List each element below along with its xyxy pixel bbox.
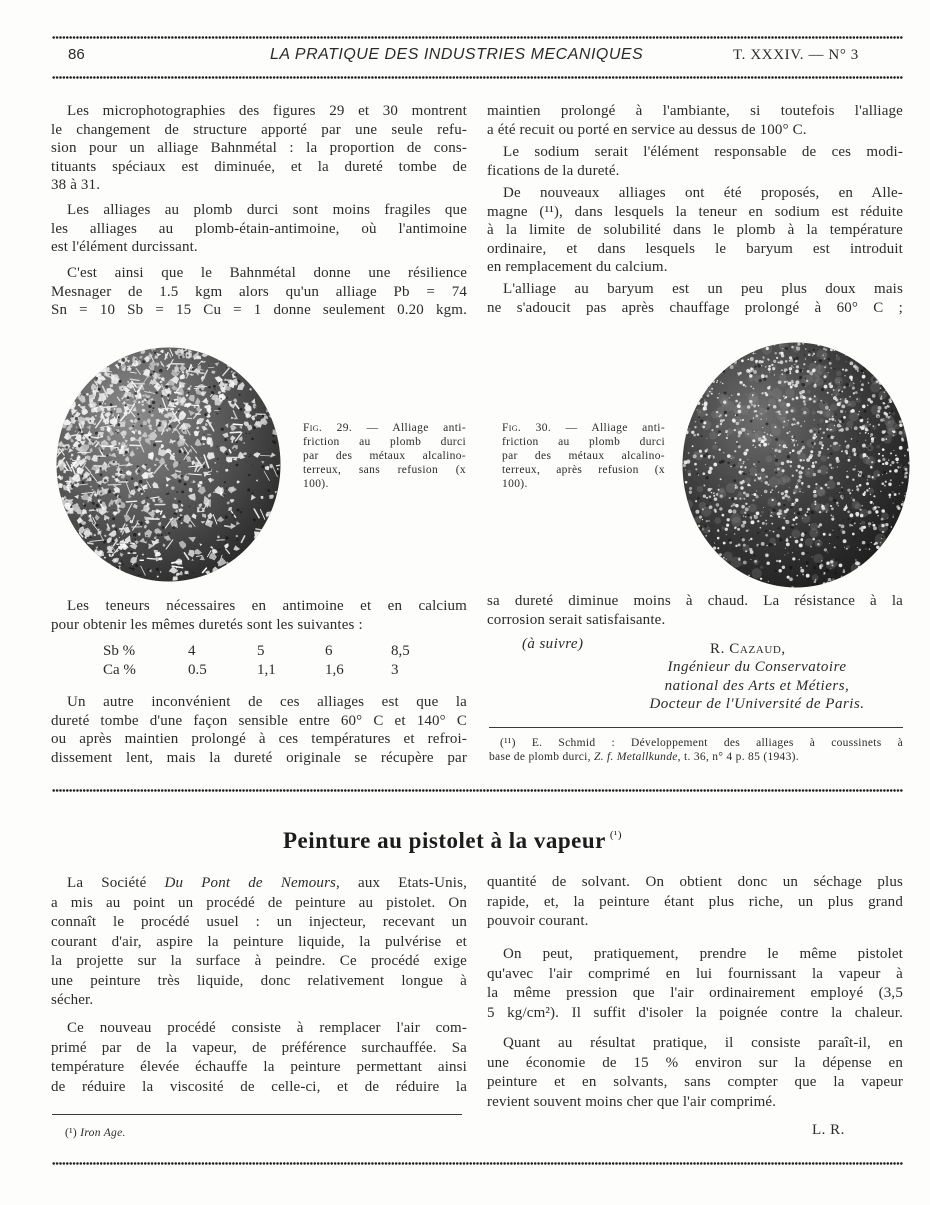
text-line: la projette sur la surface à peindre. Ce procédé exige [51,953,467,969]
section-dotted-rule [52,789,903,792]
issue-number: T. XXXIV. — N° 3 [733,47,859,63]
text-line: fications de la dureté. [487,162,620,179]
table-cell: 1,6 [325,661,344,678]
caption-line: par des métaux alcalino- [502,450,665,462]
signature: L. R. [812,1122,845,1138]
paragraph [487,945,903,1023]
text-run: base de plomb durci, [489,751,594,763]
text-line: le changement de structure apporté par une seule refu- [51,121,467,138]
paragraph [51,597,467,634]
italic-text: Z. f. Metallkunde [593,751,678,763]
table-cell: 5 [257,643,265,659]
paragraph [487,280,903,317]
page-number: 86 [68,46,85,63]
footnote [65,1126,365,1140]
footnote [489,736,903,764]
text-line: ne s'adoucit pas après chauffage prolongé à 60° C ; [487,299,903,316]
hardness-table [103,642,431,679]
text-line: est l'élément durcissant. [51,239,198,255]
text-line: quantité de solvant. On obtient donc un séchage plus [487,874,903,890]
paragraph [51,1019,467,1097]
figure-30-micrograph [682,342,910,588]
text-line: ordinaire, et dans lesquels le baryum est introduit [487,240,903,257]
italic-text: Iron Age. [80,1127,126,1139]
caption-text: — Alliage anti- [565,422,665,434]
text-line: Les teneurs nécessaires en antimoine et en calcium [67,598,467,614]
text-line: On peut, pratiquement, prendre le même pistolet [503,946,903,962]
text-line: Les microphotographies des figures 29 et 30 montrent [67,103,467,119]
text-line: rapide, et, la peinture étant plus riche, un plus grand [487,893,903,910]
text-line: Mesnager de 1.5 kgm alors qu'un alliage Pb = 74 [51,283,467,300]
text-line: 38 à 31. [51,177,101,193]
figure-29-micrograph [56,347,281,582]
footnote-marker: (¹) [609,829,622,841]
text-line: maintien prolongé à l'ambiante, si toutefois l'alliage [487,103,903,119]
caption-line: friction au plomb durci [303,436,466,448]
text-line: revient souvent moins cher que l'air comprimé. [487,1093,777,1110]
text-line [65,1126,365,1140]
text-line: courant d'air, aspire la peinture liquide, la pulvérise et [51,933,467,950]
text-line: dureté tombe d'une façon sensible entre 60° C et 140° C [51,712,467,729]
table-cell: 1,1 [257,661,276,678]
journal-title: LA PRATIQUE DES INDUSTRIES MECANIQUES [270,46,644,63]
article-title-text: Peinture au pistolet à la vapeur [283,828,606,853]
table-cell: 3 [391,661,399,678]
table-cell: 0.5 [188,661,207,678]
header-dotted-rule [52,76,903,79]
text-line: qu'avec l'air comprimé en lui fournissant la vapeur à [487,965,903,982]
text-line: pouvoir courant. [487,913,589,929]
footnote-rule [52,1114,462,1115]
table-row-label: Ca % [103,661,136,678]
text-line: 5 kg/cm²). Il suffit d'isoler la poignée contre la chaleur. [487,1004,903,1021]
caption-line: terreux, après refusion (x [502,464,665,476]
footnote-rule [489,727,903,728]
author-titles [607,658,907,714]
text-line: une économie de 15 % environ sur la dépense en [487,1054,903,1071]
text-line: Ce nouveau procédé consiste à remplacer l'air com- [67,1020,467,1036]
text-line: sécher. [51,992,94,1008]
text-line: C'est ainsi que le Bahnmétal donne une résilience [67,265,467,281]
paragraph [487,873,903,932]
caption-text: — Alliage anti- [366,422,466,434]
article-title [283,820,622,856]
text-line: Un autre inconvénient de ces alliages est que la [67,694,467,710]
text-run: , aux Etats-Unis, [336,875,467,891]
figure-label: Fig. 30. [502,422,552,434]
paragraph [51,102,467,195]
paragraph [51,693,467,767]
caption-line: 100). [303,478,329,490]
text-line: De nouveaux alliages ont été proposés, en Alle- [503,185,903,201]
paragraph [51,874,467,1011]
text-line: corrosion serait satisfaisante. [487,611,666,628]
author-title-line: Ingénieur du Conservatoire [667,659,847,675]
paragraph [487,1034,903,1112]
text-line: sa dureté diminue moins à chaud. La résistance à la [487,593,903,609]
text-line: en remplacement du calcium. [487,259,668,275]
caption-line: terreux, sans refusion (x [303,464,466,476]
text-line: température élevée échauffe la peinture permettant ainsi [51,1059,467,1075]
text-line: une peinture très liquide, donc relativement longue à [51,972,467,989]
text-line: a été recuit ou porté en service au dessus de 100° C. [487,121,807,138]
text-line: Sn = 10 Sb = 15 Cu = 1 donne seulement 0.20 kgm. [51,302,467,318]
text-line [51,874,467,894]
table-cell: 4 [188,643,196,659]
figure-label: Fig. 29. [303,422,353,434]
text-line: primé par de la vapeur, de préférence surchauffée. Sa [51,1039,467,1056]
text-line: Quant au résultat pratique, il consiste paraît-il, en [503,1035,903,1051]
text-line: sion pour un alliage Bahnmétal : la proportion de cons- [51,140,467,156]
text-line: ou après maintien prolongé à ces températures et refroi- [51,731,467,747]
paragraph [51,201,467,257]
author-title-line: national des Arts et Métiers, [664,677,850,694]
table-cell: 6 [325,643,333,659]
to-be-continued: (à suivre) [522,636,584,652]
text-line: (¹¹) E. Schmid : Développement des alliages à coussinets à [500,737,903,749]
text-line: connaît le procédé usuel : un injecteur, recevant un [51,914,467,930]
bottom-dotted-rule [52,1162,903,1165]
paragraph [51,264,467,320]
text-line: Les alliages au plomb durci sont moins fragiles que [67,202,467,218]
text-line: dissement lent, mais la dureté originale se récupère par [51,749,467,766]
italic-text: Du Pont de Nemours [164,875,337,891]
caption-line: friction au plomb durci [502,436,665,448]
text-line: Le sodium serait l'élément responsable de ces modi- [503,144,903,160]
text-line: L'alliage au baryum est un peu plus doux mais [503,281,903,297]
text-line: a mis au point un procédé de peinture au pistolet. On [51,894,467,911]
text-line: peinture et en solvants, sans compter que la vapeur [487,1074,903,1090]
figure-30-caption [502,421,665,491]
paragraph [487,143,903,180]
caption-line: par des métaux alcalino- [303,450,466,462]
top-dotted-rule [52,36,903,39]
author-title-line: Docteur de l'Université de Paris. [649,696,865,712]
text-line [489,750,903,764]
text-line: les alliages au plomb-étain-antimoine, où l'antimoine [51,220,467,237]
caption-line: 100). [502,478,528,490]
text-line: à la limite de solubilité dans le plomb à la température [487,222,903,238]
figure-29-caption [303,421,466,491]
paragraph [487,184,903,277]
table-row-label: Sb % [103,643,136,659]
text-run: (¹) [65,1127,81,1139]
paragraph [487,592,903,629]
text-line: de réduire la viscosité de celle-ci, et de réduire la [51,1078,467,1095]
text-run: , t. 36, n° 4 p. 85 (1943). [677,751,799,763]
text-line: la même pression que l'air ordinairement employé (3,5 [487,985,903,1001]
author-name: R. Cazaud, [710,641,786,657]
text-line: tituants spéciaux est diminuée, et la dureté tombe de [51,158,467,175]
paragraph [487,102,903,139]
text-run: La Société [67,875,165,891]
table-cell: 8,5 [391,643,410,659]
text-line: pour obtenir les mêmes duretés sont les suivantes : [51,616,363,633]
text-line: magne (¹¹), dans lesquels la teneur en sodium est réduite [487,203,903,220]
